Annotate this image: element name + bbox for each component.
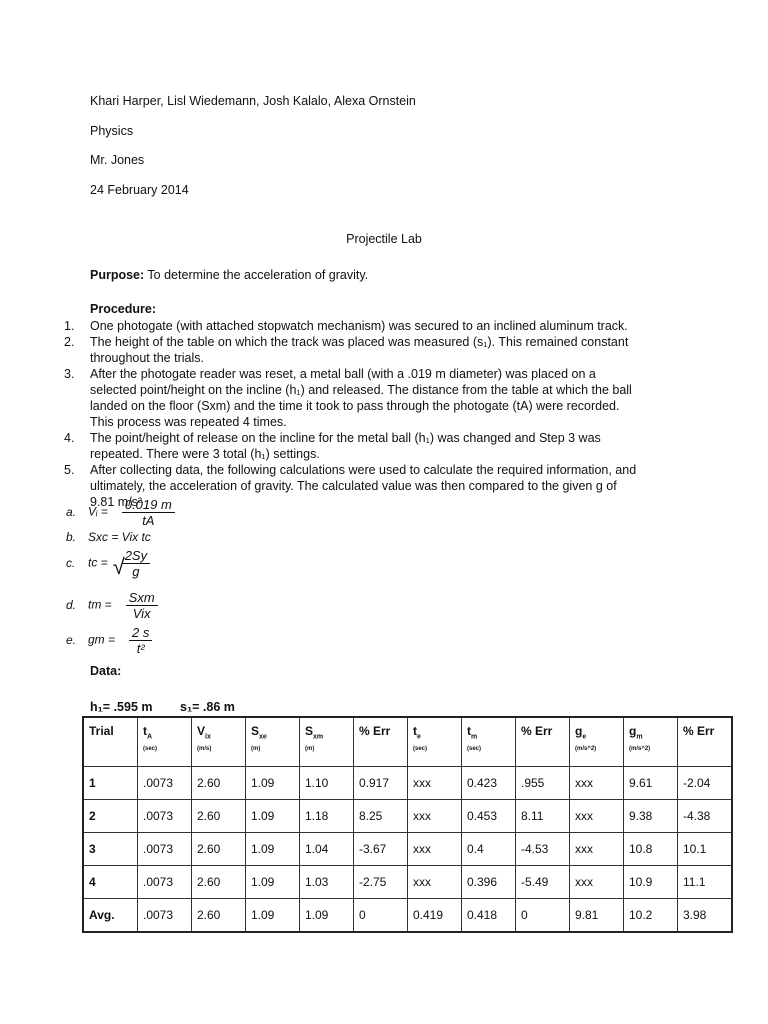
- table-cell: 1.09: [246, 866, 300, 899]
- table-cell: .0073: [138, 866, 192, 899]
- header-unit: (m): [305, 746, 315, 753]
- table-row: [83, 866, 732, 899]
- table-cell: 0.419: [408, 899, 462, 933]
- table-cell: xxx: [570, 800, 624, 833]
- table-cell: 2.60: [192, 800, 246, 833]
- table-cell: 2.60: [192, 866, 246, 899]
- fraction: [129, 625, 152, 656]
- table-cell: .0073: [138, 833, 192, 866]
- table-cell: .955: [516, 767, 570, 800]
- header-subscript: xm: [313, 733, 324, 741]
- table-cell: 0: [516, 899, 570, 933]
- header-subscript: A: [147, 733, 153, 741]
- table-cell: 3.98: [678, 899, 733, 933]
- formula: [66, 530, 151, 544]
- denominator: Vix: [132, 606, 151, 621]
- data-table: [82, 716, 733, 933]
- header-text: Trial: [89, 724, 114, 738]
- formula-lhs: Vᵢ =: [88, 504, 108, 519]
- table-cell: -4.38: [678, 800, 733, 833]
- table-cell: 0.453: [462, 800, 516, 833]
- table-cell: 4: [83, 866, 138, 899]
- header-unit: (sec): [467, 746, 482, 753]
- table-cell: xxx: [570, 767, 624, 800]
- denominator: t²: [136, 641, 145, 656]
- header-subscript: xe: [259, 733, 267, 741]
- table-cell: 1.10: [300, 767, 354, 800]
- formula-label: c.: [66, 555, 76, 570]
- header-unit: (sec): [143, 746, 158, 753]
- numerator: Sxm: [126, 590, 158, 606]
- table-cell: 1.04: [300, 833, 354, 866]
- formula: [66, 548, 150, 579]
- table-cell: 10.9: [624, 866, 678, 899]
- table-cell: 10.1: [678, 833, 733, 866]
- purpose-label: Purpose:: [90, 268, 145, 282]
- header-text: t: [467, 724, 471, 738]
- table-cell: 0: [354, 899, 408, 933]
- table-cell: 1.09: [246, 899, 300, 933]
- column-header: [678, 717, 733, 767]
- step-number: 1.: [64, 319, 75, 333]
- procedure-label: Procedure:: [90, 302, 156, 316]
- table-cell: 2.60: [192, 833, 246, 866]
- subject: Physics: [90, 124, 134, 138]
- table-cell: .0073: [138, 800, 192, 833]
- header-unit: (m/s): [197, 746, 212, 753]
- table-cell: 1.09: [246, 767, 300, 800]
- formula-label: a.: [66, 504, 77, 519]
- fraction: [126, 590, 158, 621]
- procedure-step: [64, 334, 644, 366]
- column-header: [192, 717, 246, 767]
- h1-value: h₁= .595 m: [90, 700, 153, 714]
- table-cell: 8.25: [354, 800, 408, 833]
- formula-label: e.: [66, 632, 77, 647]
- table-cell: 2.60: [192, 767, 246, 800]
- header-unit: (sec): [413, 746, 428, 753]
- table-cell: 8.11: [516, 800, 570, 833]
- table-cell: 0.418: [462, 899, 516, 933]
- table-row: [83, 800, 732, 833]
- formula-label: b.: [66, 530, 77, 544]
- purpose: [90, 268, 368, 282]
- table-cell: 9.61: [624, 767, 678, 800]
- formula: [66, 497, 175, 528]
- teacher: Mr. Jones: [90, 153, 145, 167]
- formula-lhs: tm =: [88, 597, 112, 612]
- authors: Khari Harper, Lisl Wiedemann, Josh Kalalo, Alexa Ornstein: [90, 94, 416, 108]
- header-unit: (m/s^2): [575, 746, 597, 753]
- formula-label: d.: [66, 597, 77, 612]
- step-text: The point/height of release on the incline for the metal ball (h₁) was changed and Step 3 was repeated. There were 3 total (h₁) settings.: [90, 431, 601, 461]
- s1-value: s₁= .86 m: [180, 700, 235, 714]
- numerator: 2Sy: [122, 548, 150, 564]
- column-header: [354, 717, 408, 767]
- denominator: tA: [142, 513, 155, 528]
- table-cell: 1.09: [300, 899, 354, 933]
- table-cell: -2.75: [354, 866, 408, 899]
- header-text: S: [251, 724, 260, 738]
- numerator: 0.019 m: [122, 497, 175, 513]
- table-cell: xxx: [408, 767, 462, 800]
- table-cell: 2.60: [192, 899, 246, 933]
- formula-lhs: gm =: [88, 632, 116, 647]
- table-cell: 1.03: [300, 866, 354, 899]
- formula-lhs: Sxc = Vix tc: [88, 530, 151, 544]
- step-number: 4.: [64, 431, 75, 445]
- table-cell: Avg.: [83, 899, 138, 933]
- table-cell: 0.917: [354, 767, 408, 800]
- header-subscript: e: [582, 733, 587, 741]
- column-header: [624, 717, 678, 767]
- header-unit: (m): [251, 746, 261, 753]
- header-text: % Err: [683, 724, 715, 738]
- header-text: t: [413, 724, 417, 738]
- table-header-row: [83, 717, 732, 767]
- step-text: After the photogate reader was reset, a metal ball (with a .019 m diameter) was placed on a selected point/height on the incline (h₁) and released. The distance from the table at which the ball landed on the floor (Sxm) and the time it took to pass through the photogate (tA) were recorded. This process was repeated 4 times.: [90, 367, 632, 429]
- numerator: 2 s: [129, 625, 152, 641]
- table-cell: xxx: [570, 866, 624, 899]
- header-text: g: [629, 724, 637, 738]
- header-unit: (m/s^2): [629, 746, 651, 753]
- column-header: [300, 717, 354, 767]
- table-cell: xxx: [408, 833, 462, 866]
- procedure-step: [64, 318, 644, 334]
- table-row: [83, 833, 732, 866]
- table-cell: 0.396: [462, 866, 516, 899]
- column-header: [516, 717, 570, 767]
- table-cell: 11.1: [678, 866, 733, 899]
- table-cell: xxx: [408, 866, 462, 899]
- table-cell: 0.4: [462, 833, 516, 866]
- header-subscript: e: [417, 733, 421, 741]
- fraction: [122, 497, 175, 528]
- header-subscript: ix: [205, 733, 211, 741]
- table-cell: 10.2: [624, 899, 678, 933]
- header-text: % Err: [359, 724, 391, 738]
- column-header: [570, 717, 624, 767]
- header-text: S: [305, 724, 314, 738]
- table-cell: -4.53: [516, 833, 570, 866]
- table-cell: 3: [83, 833, 138, 866]
- denominator: g: [132, 564, 140, 579]
- procedure-list: [64, 318, 644, 510]
- table-cell: 2: [83, 800, 138, 833]
- table-row: [83, 899, 732, 933]
- table-cell: -5.49: [516, 866, 570, 899]
- table-cell: .0073: [138, 767, 192, 800]
- table-cell: 9.81: [570, 899, 624, 933]
- purpose-text: To determine the acceleration of gravity.: [144, 268, 369, 282]
- step-number: 5.: [64, 463, 75, 477]
- table-cell: 1.09: [246, 833, 300, 866]
- step-text: One photogate (with attached stopwatch mechanism) was secured to an inclined aluminum track.: [90, 319, 628, 333]
- header-subscript: m: [471, 733, 478, 741]
- fraction: [112, 548, 150, 579]
- column-header: [408, 717, 462, 767]
- formula: [66, 625, 152, 656]
- date: 24 February 2014: [90, 183, 189, 197]
- table-cell: xxx: [408, 800, 462, 833]
- table-cell: -3.67: [354, 833, 408, 866]
- header-text: V: [197, 724, 206, 738]
- formula: [66, 590, 158, 621]
- procedure-step: [64, 430, 644, 462]
- table-cell: 1.09: [246, 800, 300, 833]
- step-text: The height of the table on which the track was placed was measured (s₁). This remained constant throughout the trials.: [90, 335, 629, 365]
- step-number: 3.: [64, 367, 75, 381]
- table-cell: 10.8: [624, 833, 678, 866]
- table-cell: xxx: [570, 833, 624, 866]
- sqrt-icon: √: [112, 554, 125, 579]
- header-text: % Err: [521, 724, 553, 738]
- table-cell: .0073: [138, 899, 192, 933]
- column-header: [83, 717, 138, 767]
- column-header: [138, 717, 192, 767]
- step-text: After collecting data, the following calculations were used to calculate the required information, and ultimately, the acceleration of gravity. The calculated value was then compared to the given g of 9.81 m/s²: [90, 463, 637, 509]
- formula-lhs: tc =: [88, 555, 108, 570]
- table-cell: 9.38: [624, 800, 678, 833]
- table-cell: 1.18: [300, 800, 354, 833]
- header-subscript: m: [636, 733, 643, 741]
- procedure-step: [64, 366, 644, 430]
- document-title: Projectile Lab: [346, 232, 422, 246]
- header-text: t: [143, 724, 147, 738]
- column-header: [246, 717, 300, 767]
- table-cell: -2.04: [678, 767, 733, 800]
- header-text: g: [575, 724, 583, 738]
- data-label: Data:: [90, 664, 122, 678]
- column-header: [462, 717, 516, 767]
- table-row: [83, 767, 732, 800]
- table-cell: 1: [83, 767, 138, 800]
- table-cell: 0.423: [462, 767, 516, 800]
- step-number: 2.: [64, 335, 75, 349]
